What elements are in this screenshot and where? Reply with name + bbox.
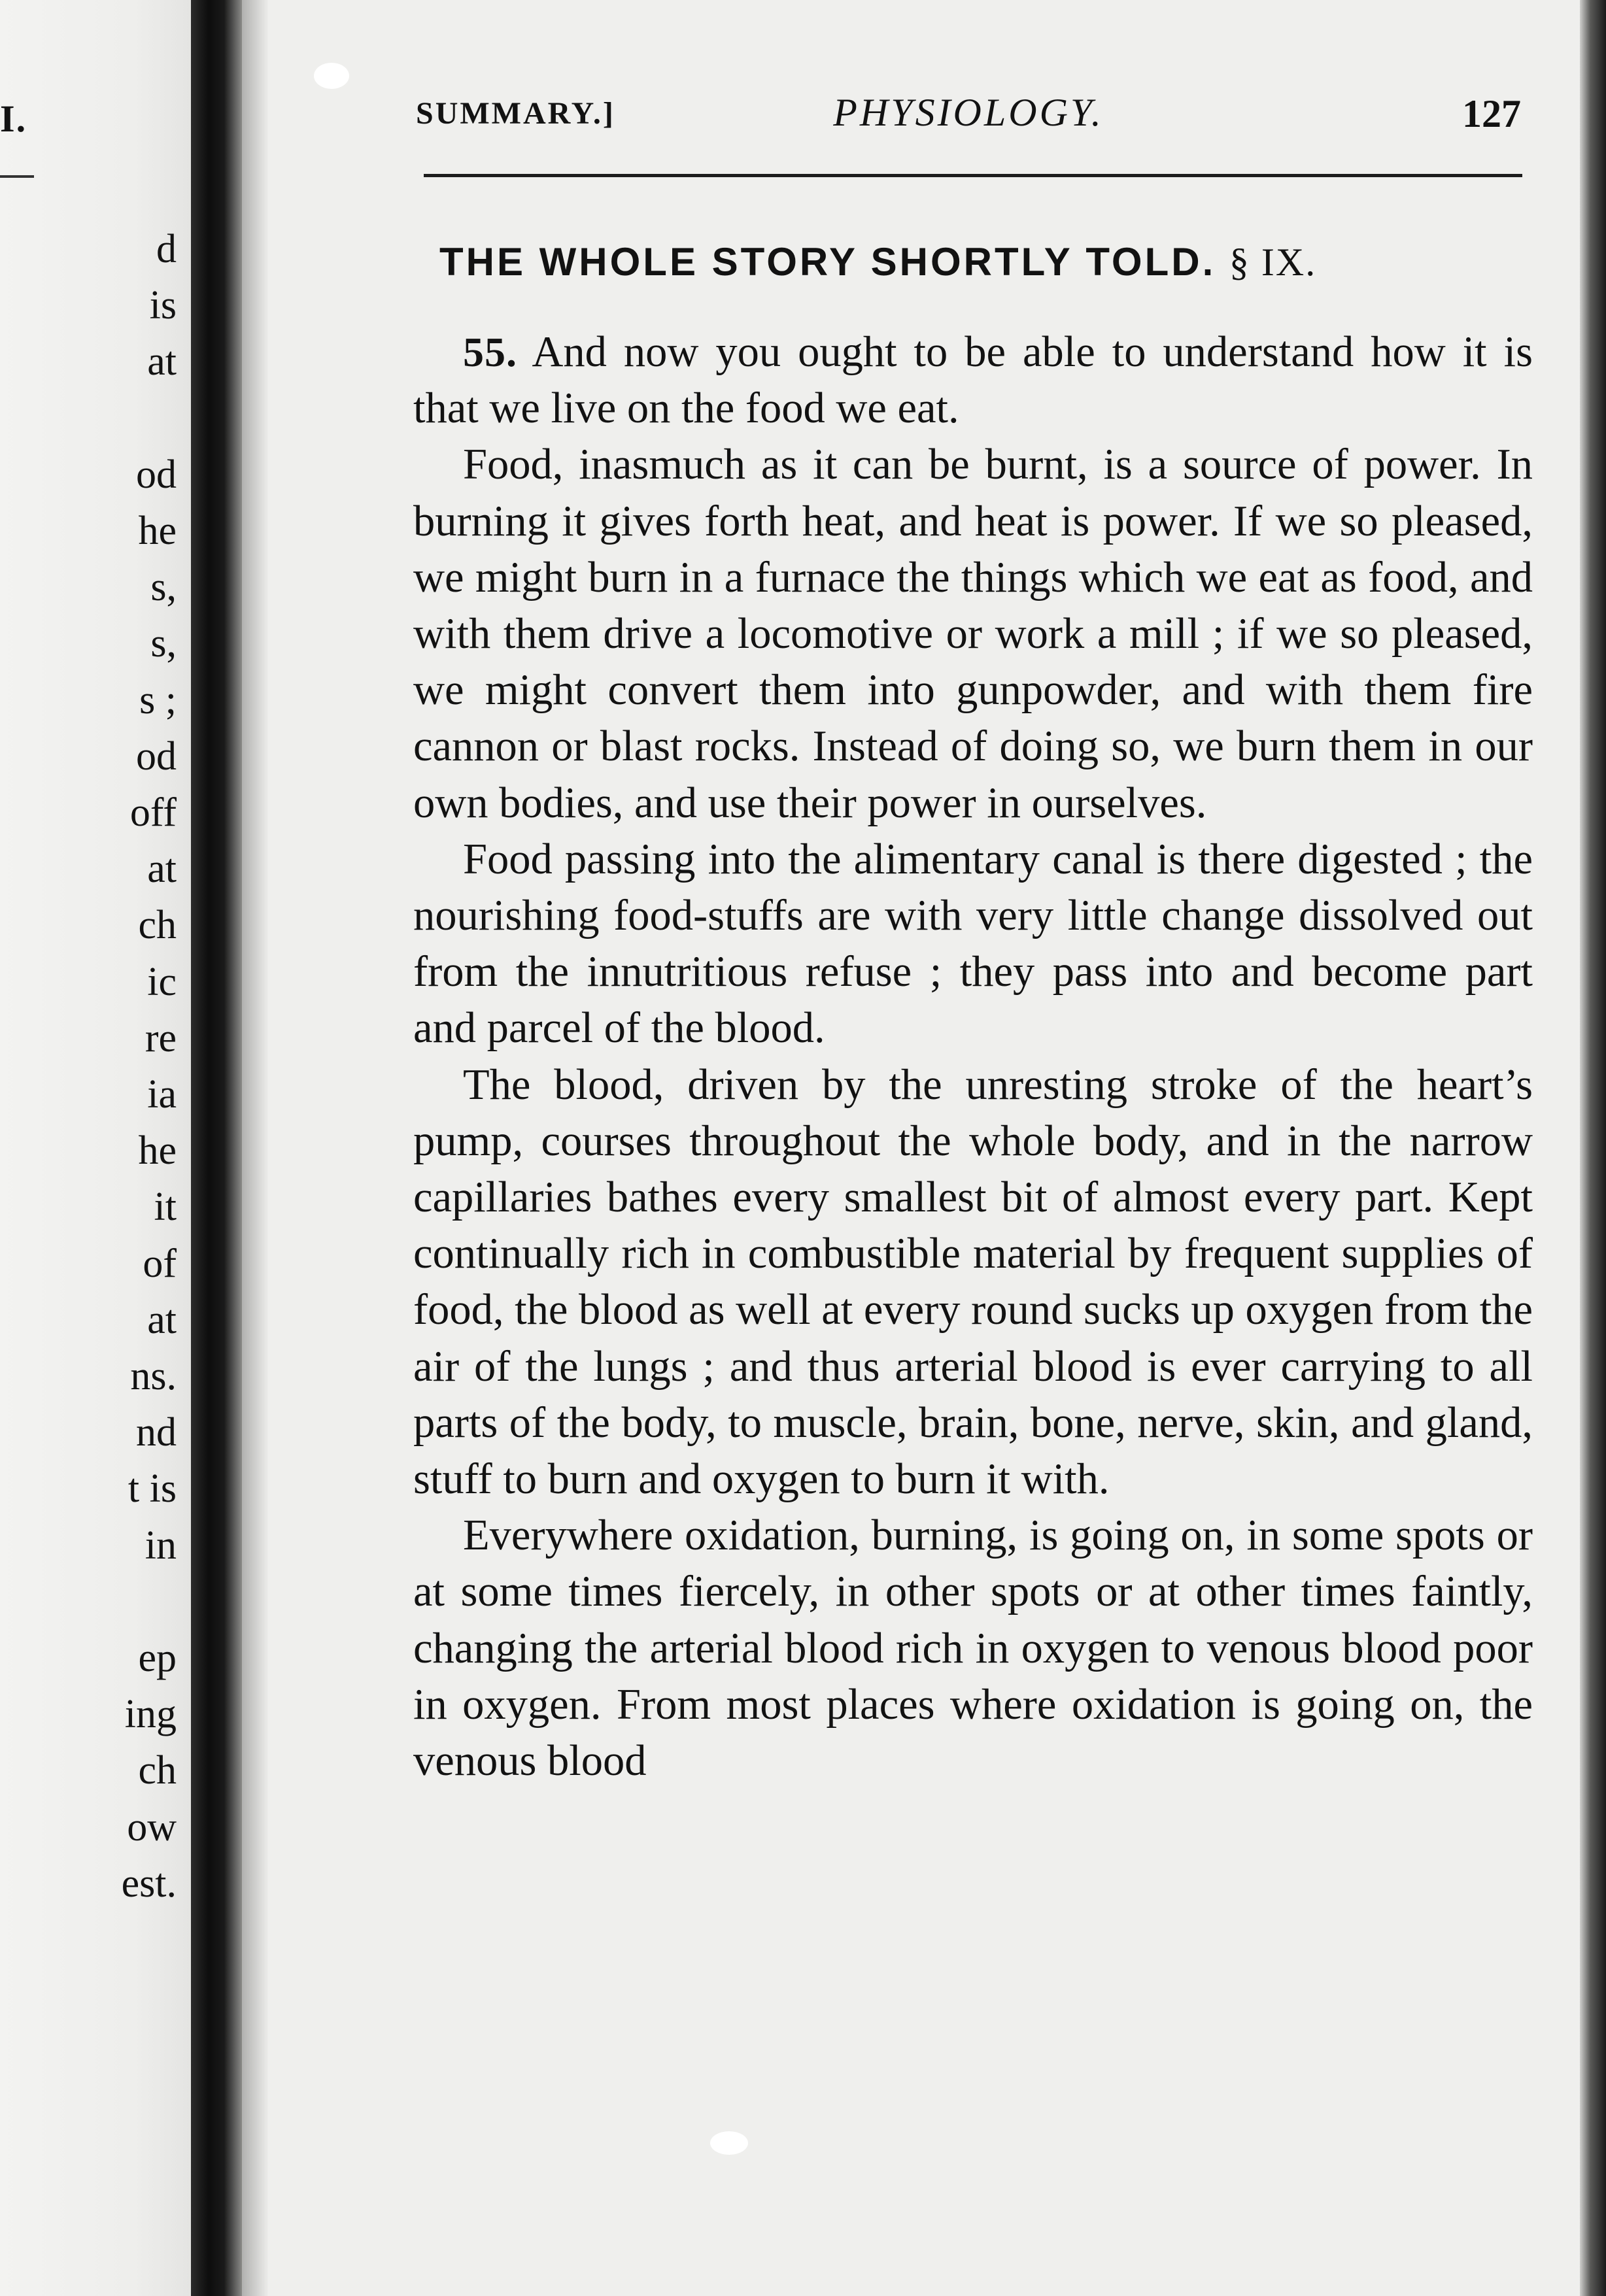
left-page-line-ending: d [156, 227, 177, 271]
left-page-line-ending: at [147, 339, 177, 384]
paragraph: Everywhere oxidation, burning, is going on, in some spots or at some times fiercely, in other spots or at other times faintly, changing the arterial blood rich in oxygen to venous blood poor in oxygen. From most places where oxidation is going on, the venous blood [413, 1511, 1533, 1785]
left-page-line-ending: s ; [139, 677, 177, 722]
section-title-text: THE WHOLE STORY SHORTLY TOLD. [439, 240, 1216, 284]
running-head [416, 90, 1521, 143]
left-page-line-ending: od [136, 734, 177, 779]
left-page-line-ending: ch [138, 903, 177, 948]
left-page-line-ending: s, [150, 621, 177, 666]
paragraph: Food, inasmuch as it can be burnt, is a source of power. In burning it gives forth heat, and heat is power. If we so pleased, we might burn in a furnace the things which we eat as food, and with them drive a locomotive or work a mill ; if we so pleased, we might convert them into gunpowder, and with them fire cannon or blast rocks. Instead of doing so, we burn them in our own bodies, and use their power in ourselves. [413, 441, 1533, 827]
left-page-line-ending: of [143, 1241, 177, 1286]
book-page [268, 0, 1580, 2296]
left-page-line-ending: ow [127, 1804, 177, 1849]
left-page-line-ending: est. [121, 1861, 177, 1906]
paragraph: The blood, driven by the unresting stroke of the heart’s pump, courses throughout the whole body, and in the narrow capillaries bathes every smallest bit of almost every part. Kept continually rich in combustible material by frequent supplies of food, the blood as well at every round sucks up oxygen from the air of the lungs ; and thus arterial blood is ever carrying to all parts of the body, to muscle, brain, bone, nerve, skin, and gland, stuff to burn and oxygen to burn it with. [413, 1060, 1533, 1504]
gutter-shadow [242, 0, 268, 2296]
left-page-line-ending: in [145, 1523, 177, 1568]
left-facing-page [0, 0, 191, 2296]
left-page-line-ending: he [138, 1128, 177, 1173]
body-text [413, 324, 1533, 1789]
paragraph: Food passing into the alimentary canal is there digested ; the nourishing food-stuffs are with very little change dissolved out from the innutritious refuse ; they pass into and become part and parcel of the blood. [413, 835, 1533, 1053]
left-page-line-ending: off [129, 790, 177, 835]
left-page-header-rule [0, 175, 34, 178]
left-page-line-ending: s, [150, 565, 177, 610]
section-mark: § IX. [1229, 241, 1317, 284]
header-rule [424, 174, 1522, 177]
left-page-line-ending: it [154, 1185, 177, 1230]
paragraph-number: 55. [463, 329, 517, 375]
left-page-line-ending: re [145, 1015, 177, 1060]
paragraph-text: And now you ought to be able to understand how it is that we live on the food we eat. [413, 328, 1533, 433]
left-page-line-ending: t is [128, 1466, 177, 1511]
left-page-line-ending: is [149, 283, 177, 328]
left-page-line-ending: he [138, 509, 177, 553]
left-page-line-ending: od [136, 452, 177, 497]
scan-speck [314, 63, 349, 89]
running-head-title: PHYSIOLOGY. [833, 91, 1104, 134]
running-head-chapter: SUMMARY.] [416, 96, 615, 131]
left-page-header-fragment: I. [0, 97, 27, 140]
scan-speck [710, 2131, 748, 2155]
left-page-line-ending: ing [124, 1692, 177, 1737]
left-page-line-ending: nd [136, 1410, 177, 1455]
left-page-line-ending: ia [147, 1072, 177, 1117]
paragraph-55 [413, 324, 1533, 437]
left-page-line-ending: ns. [130, 1354, 177, 1398]
book-binding-gutter [191, 0, 242, 2296]
page-number: 127 [1462, 92, 1521, 135]
left-page-line-ending: ch [138, 1748, 177, 1793]
page-right-edge [1580, 0, 1606, 2296]
left-page-line-ending: at [147, 847, 177, 892]
section-heading [439, 239, 1525, 285]
left-page-line-ending: at [147, 1297, 177, 1342]
left-page-line-ending: ic [147, 959, 177, 1004]
left-page-line-ending: ep [138, 1636, 177, 1680]
